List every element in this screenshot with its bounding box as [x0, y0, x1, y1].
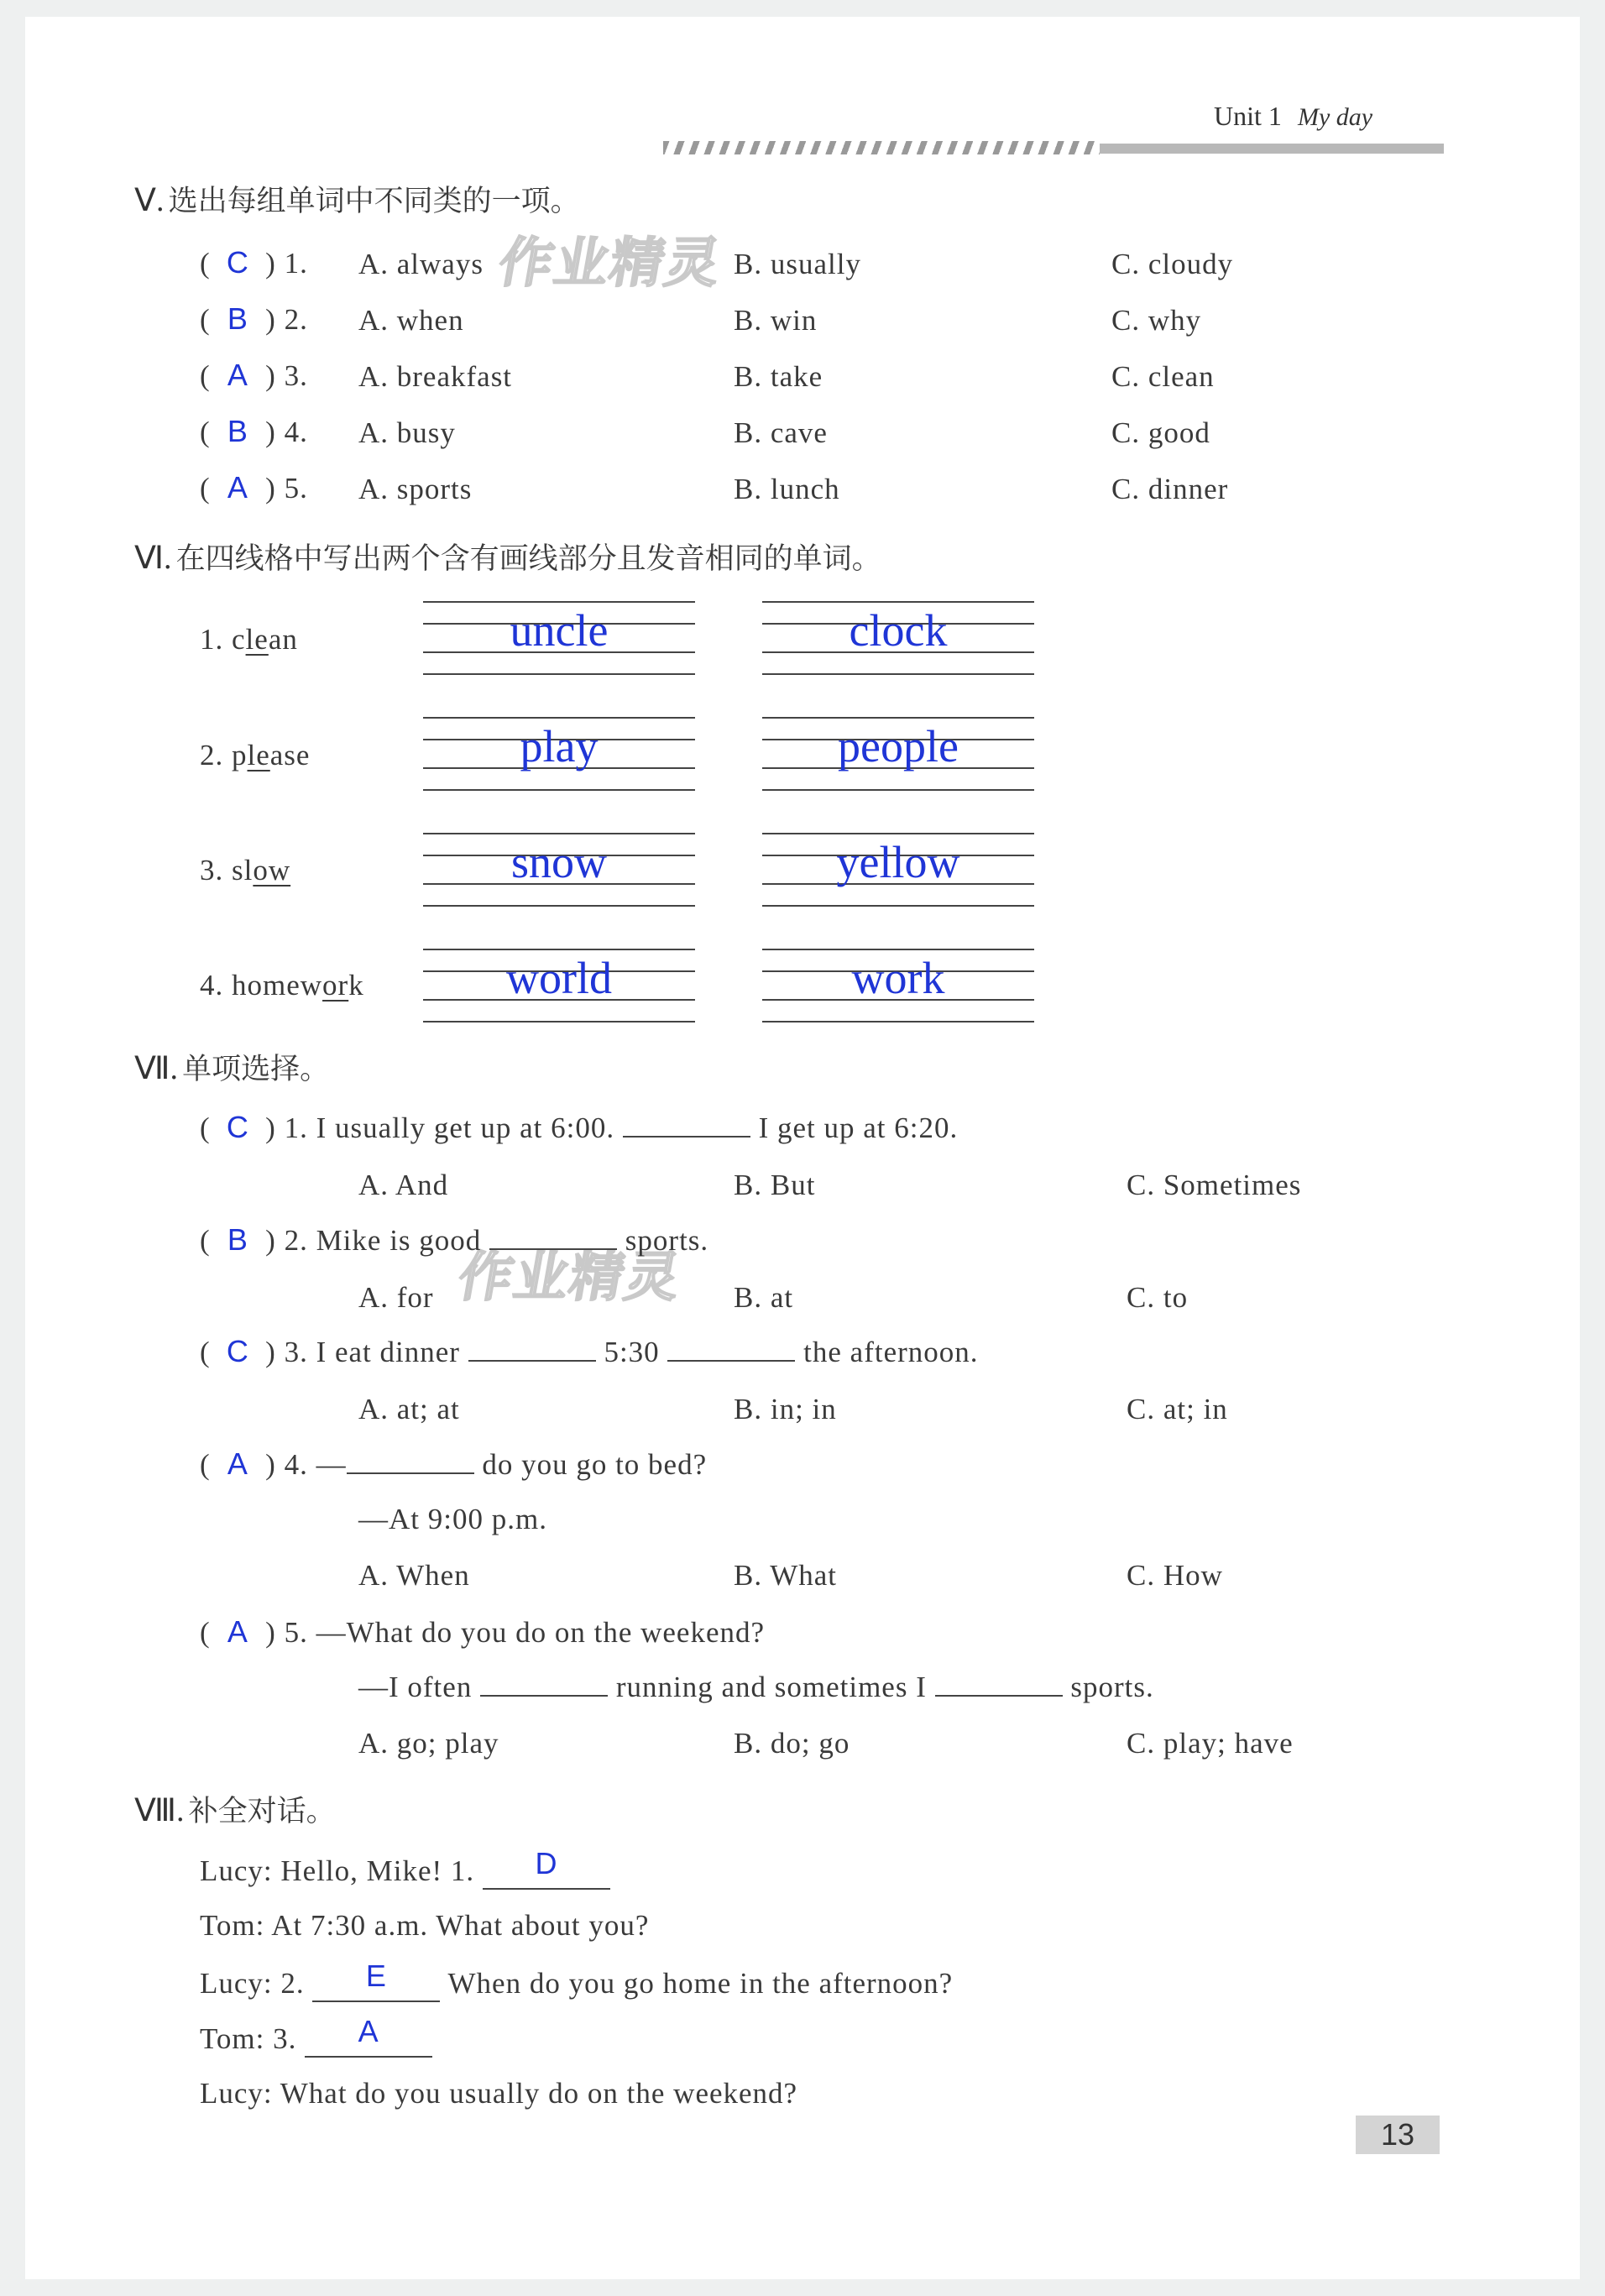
section-5-heading: [134, 178, 580, 220]
question-text: —I often: [358, 1671, 473, 1703]
answer-blank: [305, 2014, 432, 2058]
option-a: A. busy: [358, 416, 456, 449]
grid-line: [423, 717, 695, 719]
handwritten-word: work: [851, 953, 945, 1003]
question-number: 4.: [284, 1448, 308, 1481]
section-title: 补全对话。: [188, 1795, 336, 1828]
section-number: Ⅴ.: [134, 183, 165, 218]
option-b: B. What: [734, 1559, 838, 1592]
prompt-part: homew: [232, 969, 323, 1002]
dialogue-text: When do you go home in the afternoon?: [447, 1967, 954, 2000]
question-text: do you go to bed?: [482, 1448, 708, 1481]
answer-mark: C: [226, 1110, 249, 1144]
grid-line: [762, 905, 1034, 907]
prompt-part: k: [348, 969, 364, 1002]
grid-line: [423, 601, 695, 603]
underlined-part: ow: [253, 854, 291, 886]
question-text: —What do you do on the weekend?: [316, 1616, 766, 1649]
prompt-number: 2.: [200, 739, 224, 771]
prompt-number: 3.: [200, 854, 224, 886]
grid-line: [423, 905, 695, 907]
section-6-heading: [134, 536, 881, 578]
grid-prompt: [200, 623, 298, 656]
handwritten-word: play: [520, 721, 599, 771]
watermark: 作业精灵: [453, 1247, 687, 1309]
grid-line: [762, 1021, 1034, 1022]
answer-mark: A: [227, 1614, 248, 1649]
section-title: 单项选择。: [182, 1053, 330, 1086]
option-c: C. why: [1111, 304, 1202, 337]
option-b: B. win: [734, 304, 818, 337]
header-decorative-bar: [663, 141, 1444, 154]
answer-blank: [312, 1959, 440, 2002]
option-b: B. take: [734, 360, 823, 393]
handwritten-word: uncle: [510, 605, 609, 656]
prompt-part: an: [268, 623, 298, 656]
question-number: 1.: [284, 247, 308, 280]
question-text: Mike is good: [316, 1224, 482, 1257]
grid-line: [762, 601, 1034, 603]
option-c: C. to: [1127, 1281, 1189, 1314]
answer-mark: A: [358, 2014, 379, 2048]
option-b: B. at: [734, 1281, 794, 1314]
answer-blank: [489, 1248, 617, 1250]
prompt-number: 1.: [200, 623, 224, 656]
question-number: 3.: [284, 359, 308, 392]
answer-mark: B: [227, 414, 248, 448]
question-text: I get up at 6:20.: [758, 1111, 959, 1144]
section-title: 在四线格中写出两个含有画线部分且发音相同的单词。: [175, 542, 881, 576]
header-stripes: [663, 141, 1100, 154]
answer-mark: E: [365, 1959, 387, 1993]
page-header: [1214, 101, 1372, 132]
section-number: Ⅷ.: [134, 1793, 185, 1828]
question-text: I eat dinner: [316, 1336, 460, 1368]
option-b: B. lunch: [734, 473, 840, 505]
grid-line: [762, 789, 1034, 791]
question-row: ( B ) 2. Mike is good sports.: [200, 1222, 709, 1257]
option-a: A. when: [358, 304, 464, 337]
question-text: —: [316, 1448, 347, 1481]
question-row: ( C ) 1.: [200, 245, 308, 280]
answer-blank: [483, 1846, 610, 1890]
option-a: A. go; play: [358, 1727, 499, 1760]
answer-mark: B: [227, 1222, 248, 1257]
section-number: Ⅶ.: [134, 1051, 179, 1086]
grid-line: [423, 1021, 695, 1022]
question-row: ( C ) 3. I eat dinner 5:30 the afternoon.: [200, 1334, 979, 1368]
answer-mark: C: [226, 245, 249, 280]
dialogue-line: [200, 1846, 610, 1890]
header-unit: Unit 1: [1214, 101, 1282, 131]
option-b: B. do; go: [734, 1727, 850, 1760]
option-a: A. When: [358, 1559, 470, 1592]
dialogue-text: Lucy: Hello, Mike! 1.: [200, 1854, 475, 1887]
question-number: 1.: [284, 1111, 308, 1144]
option-c: C. play; have: [1127, 1727, 1294, 1760]
option-c: C. cloudy: [1111, 248, 1234, 280]
section-title: 选出每组单词中不同类的一项。: [168, 185, 580, 218]
grid-line: [423, 833, 695, 834]
option-c: C. Sometimes: [1127, 1169, 1302, 1201]
question-row: ( B ) 4.: [200, 414, 308, 448]
underlined-part: le: [245, 623, 269, 656]
header-title: My day: [1297, 103, 1373, 131]
page-number: 13: [1356, 2116, 1440, 2154]
answer-mark: D: [535, 1846, 558, 1880]
option-a: A. breakfast: [358, 360, 513, 393]
option-a: A. always: [358, 248, 484, 280]
question-number: 3.: [284, 1336, 308, 1368]
question-text: the afternoon.: [803, 1336, 979, 1368]
option-b: B. But: [734, 1169, 816, 1201]
dialogue-text: Lucy: 2.: [200, 1967, 305, 2000]
question-row: ( A ) 4. — do you go to bed?: [200, 1446, 708, 1481]
underlined-part: or: [322, 969, 349, 1002]
dialogue-line: [200, 1959, 954, 2002]
question-row: ( A ) 3.: [200, 358, 308, 392]
grid-line: [423, 789, 695, 791]
dialogue-line: Tom: At 7:30 a.m. What about you?: [200, 1909, 650, 1942]
option-b: B. cave: [734, 416, 828, 449]
prompt-part: ase: [269, 739, 311, 771]
grid-prompt: [200, 854, 290, 887]
underlined-part: le: [247, 739, 270, 771]
question-number: 4.: [284, 416, 308, 448]
answer-mark: A: [227, 470, 248, 505]
question-row: ( B ) 2.: [200, 301, 308, 336]
answer-blank: [347, 1472, 474, 1474]
question-row: ( C ) 1. I usually get up at 6:00. I get up at 6:20.: [200, 1110, 959, 1144]
question-text: sports.: [625, 1224, 709, 1257]
option-a: A. sports: [358, 473, 473, 505]
answer-mark: C: [226, 1334, 249, 1368]
handwritten-word: world: [506, 953, 612, 1003]
question-text: I usually get up at 6:00.: [316, 1111, 615, 1144]
answer-blank: [935, 1695, 1063, 1697]
dialogue-line: Lucy: What do you usually do on the weekend?: [200, 2077, 798, 2110]
question-row: ( A ) 5.: [200, 470, 308, 505]
grid-prompt: [200, 739, 310, 772]
header-solid-bar: [1100, 144, 1444, 154]
grid-line: [762, 717, 1034, 719]
question-text: 5:30: [604, 1336, 660, 1368]
answer-blank: [480, 1695, 608, 1697]
grid-line: [423, 673, 695, 675]
option-c: C. clean: [1111, 360, 1215, 393]
grid-line: [762, 833, 1034, 834]
dialogue-text: Tom: 3.: [200, 2022, 297, 2055]
section-7-heading: [134, 1046, 329, 1088]
option-c: C. good: [1111, 416, 1210, 449]
answer-blank: [623, 1136, 750, 1138]
grid-prompt: [200, 969, 364, 1002]
section-8-heading: [134, 1788, 336, 1830]
question-text: running and sometimes I: [615, 1671, 927, 1703]
section-number: Ⅵ.: [134, 541, 172, 576]
grid-line: [423, 949, 695, 950]
answer-mark: A: [227, 1446, 248, 1481]
option-a: A. at; at: [358, 1393, 460, 1425]
handwritten-word: clock: [849, 605, 948, 656]
option-c: C. at; in: [1127, 1393, 1228, 1425]
question-number: 5.: [284, 472, 308, 505]
prompt-number: 4.: [200, 969, 224, 1002]
question-row: [358, 1671, 1154, 1704]
dialogue-line: [200, 2014, 432, 2058]
question-number: 2.: [284, 303, 308, 336]
handwritten-word: people: [838, 721, 959, 771]
option-b: B. in; in: [734, 1393, 837, 1425]
grid-line: [762, 673, 1034, 675]
question-number: 5.: [284, 1616, 308, 1649]
handwritten-word: snow: [510, 837, 607, 887]
option-b: B. usually: [734, 248, 861, 280]
answer-blank: [468, 1360, 596, 1362]
option-c: C. dinner: [1111, 473, 1229, 505]
watermark: 作业精灵: [494, 233, 727, 295]
question-text: sports.: [1070, 1671, 1154, 1703]
question-row: ( A ) 5. —What do you do on the weekend?: [200, 1614, 766, 1649]
answer-blank: [667, 1360, 795, 1362]
question-text: —At 9:00 p.m.: [358, 1503, 547, 1535]
grid-line: [762, 949, 1034, 950]
answer-mark: B: [227, 301, 248, 336]
question-number: 2.: [284, 1224, 308, 1257]
prompt-part: p: [232, 739, 248, 771]
handwritten-word: yellow: [836, 837, 960, 887]
option-a: A. And: [358, 1169, 449, 1201]
prompt-part: sl: [232, 854, 254, 886]
prompt-part: c: [232, 623, 246, 656]
option-a: A. for: [358, 1281, 434, 1314]
option-c: C. How: [1127, 1559, 1223, 1592]
answer-mark: A: [227, 358, 248, 392]
